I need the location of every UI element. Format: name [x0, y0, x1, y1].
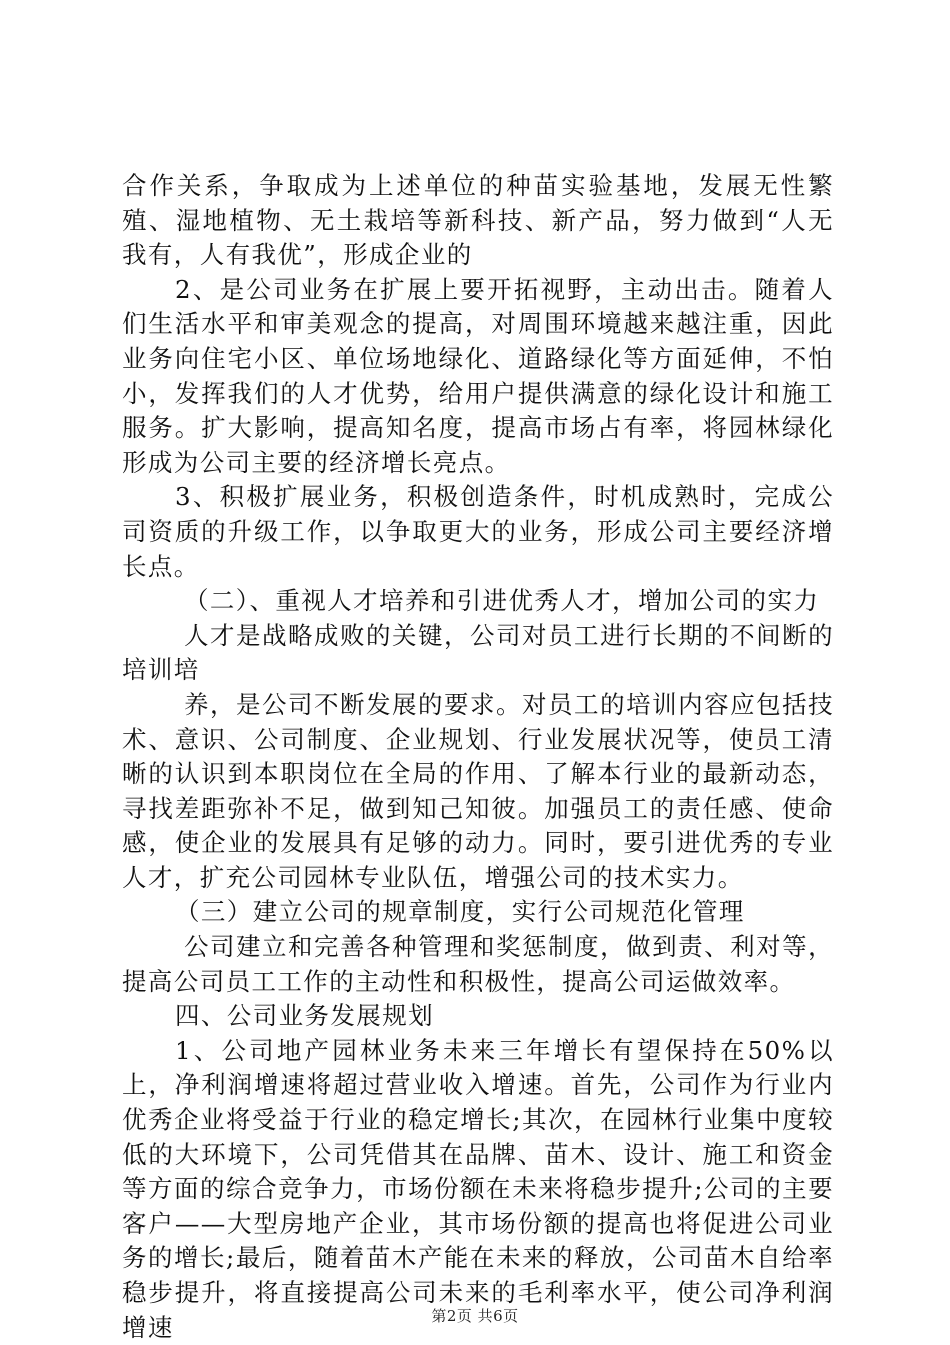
paragraph-training: 养，是公司不断发展的要求。对员工的培训内容应包括技术、意识、公司制度、企业规划、行业发展状况等，使员工清晰的认识到本职岗位在全局的作用、了解本行业的最新动态，寻找差距弥补不足，做到知己知彼。加强员工的责任感、使命感，使企业的发展具有足够的动力。同时，要引进优秀的专业人才，扩充公司园林专业队伍，增强公司的技术实力。 [122, 689, 834, 892]
paragraph-item-2: 2、是公司业务在扩展上要开拓视野，主动出击。随着人们生活水平和审美观念的提高，对周围环境越来越注重，因此业务向住宅小区、单位场地绿化、道路绿化等方面延伸，不怕小，发挥我们的人才优势，给用户提供满意的绿化设计和施工服务。扩大影响，提高知名度，提高市场占有率，将园林绿化形成为公司主要的经济增长亮点。 [122, 274, 834, 477]
page-number-footer: 第2页 共6页 [431, 1307, 519, 1325]
document-body [122, 169, 834, 1345]
paragraph-item-3: 3、积极扩展业务，积极创造条件，时机成熟时，完成公司资质的升级工作，以争取更大的业务，形成公司主要经济增长点。 [122, 482, 834, 581]
paragraph-talent: 人才是战略成败的关键，公司对员工进行长期的不间断的培训培 [122, 620, 834, 685]
paragraph-continuation: 合作关系，争取成为上述单位的种苗实验基地，发展无性繁殖、湿地植物、无土栽培等新科技、新产品，努力做到“人无我有，人有我优”，形成企业的 [122, 171, 834, 270]
paragraph-rules: 公司建立和完善各种管理和奖惩制度，做到责、利对等，提高公司员工工作的主动性和积极性，提高公司运做效率。 [122, 932, 834, 996]
section-heading-3: （三）建立公司的规章制度，实行公司规范化管理 [175, 897, 745, 927]
section-heading-2: （二）、重视人才培养和引进优秀人才，增加公司的实力 [184, 586, 820, 616]
section-heading-4: 四、公司业务发展规划 [175, 1001, 434, 1031]
paragraph-plan-1: 1、公司地产园林业务未来三年增长有望保持在50%以上，净利润增速将超过营业收入增速。首先，公司作为行业内优秀企业将受益于行业的稳定增长;其次，在园林行业集中度较低的大环境下，公司凭借其在品牌、苗木、设计、施工和资金等方面的综合竞争力，市场份额在未来将稳步提升;公司的主要客户——大型房地产企业，其市场份额的提高也将促进公司业务的增长;最后，随着苗木产能在未来的释放，公司苗木自给率稳步提升，将直接提高公司未来的毛利率水平，使公司净利润增速 [122, 1035, 834, 1342]
